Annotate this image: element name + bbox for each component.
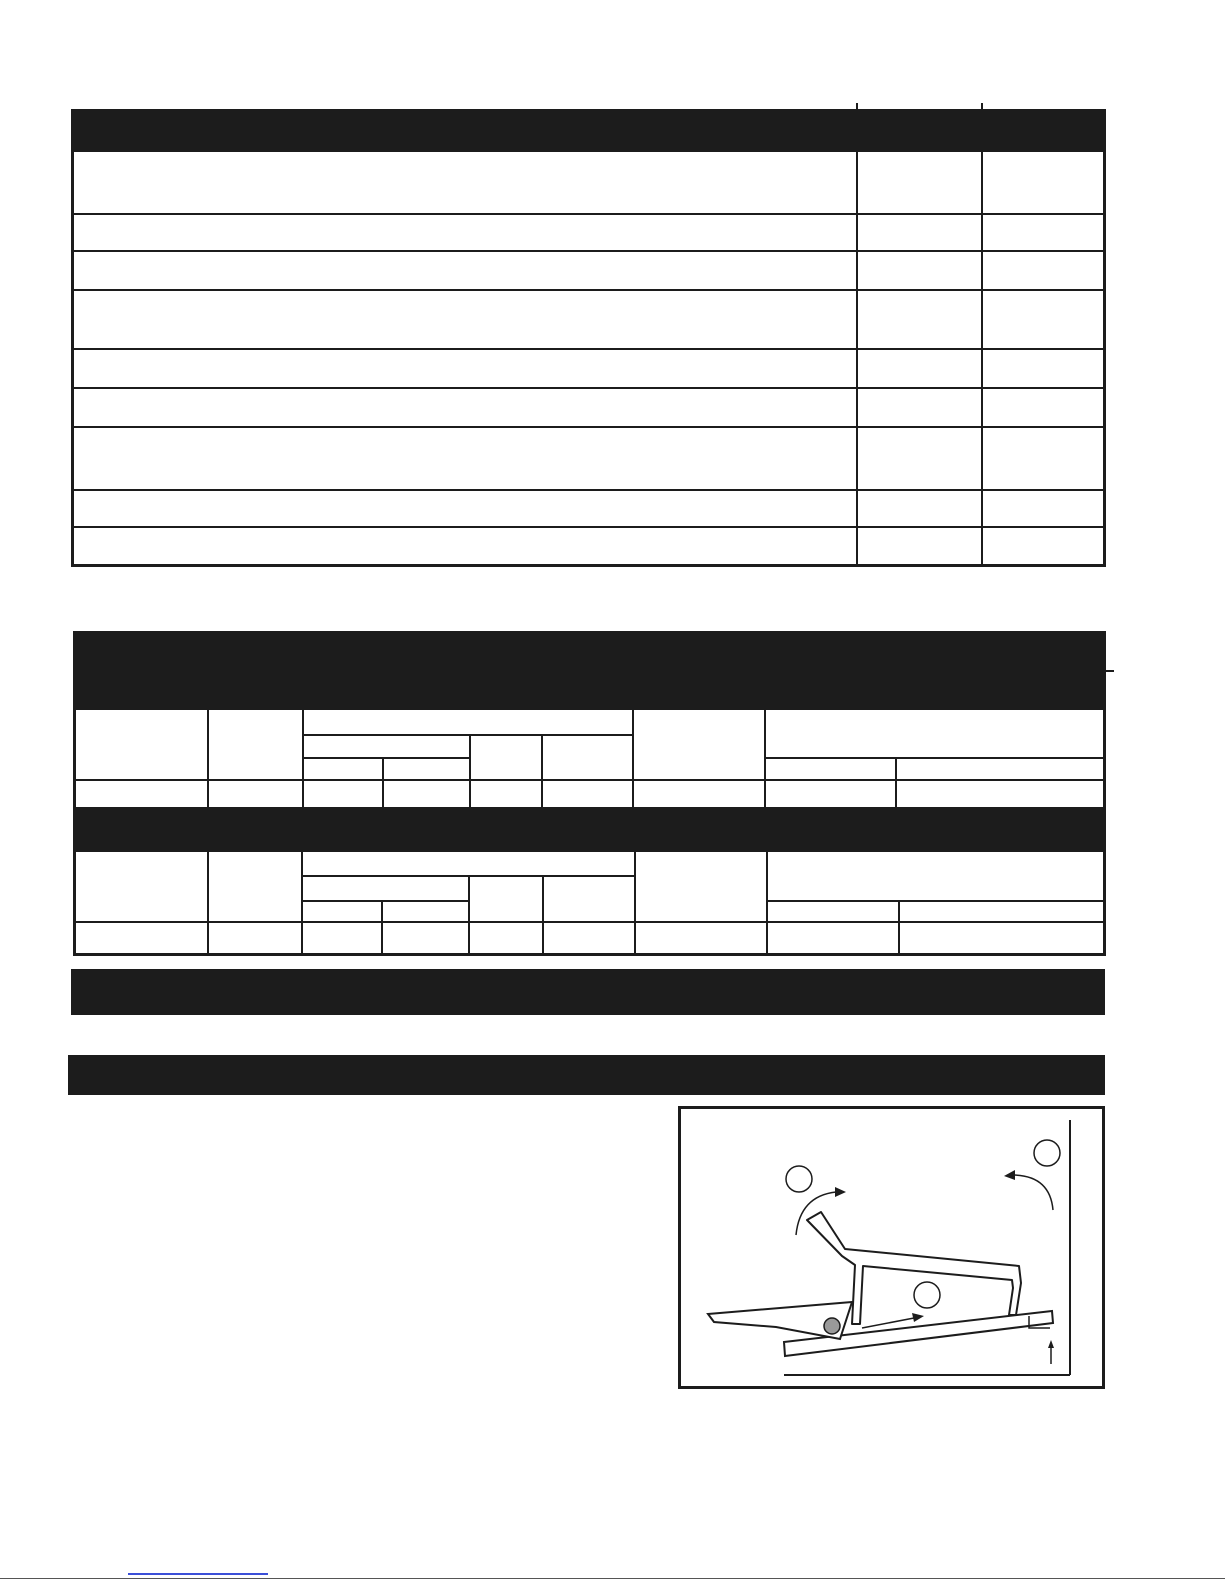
checklist-row-divider (74, 489, 1104, 491)
spec-row-divider (76, 779, 1104, 781)
callout-circle-1 (786, 1166, 812, 1192)
checklist-col-divider-2 (981, 149, 983, 565)
spec-col-divider (469, 734, 471, 808)
spec-col-divider (381, 900, 383, 953)
checklist-row-divider (74, 348, 1104, 350)
spec-col-divider (634, 852, 636, 953)
callout-circle-3 (914, 1282, 940, 1308)
footer-link[interactable] (128, 1573, 268, 1575)
spec-col-divider (541, 734, 543, 808)
checklist-row-divider (74, 213, 1104, 215)
spec-col-divider (207, 709, 209, 808)
spec-row-divider (76, 921, 1104, 923)
footer-rule (0, 1578, 1225, 1579)
spec-sub-divider (301, 900, 469, 902)
spec-sub-divider (302, 734, 633, 736)
spec-sub-divider (302, 757, 470, 759)
spec-table-2-header-bar (76, 807, 1104, 852)
spec-col-divider (895, 757, 897, 808)
spec-col-divider (468, 875, 470, 953)
spec-col-divider (632, 709, 634, 808)
checklist-row-divider (74, 426, 1104, 428)
checklist-row-divider (74, 289, 1104, 291)
section-bar-2 (68, 1055, 1105, 1095)
margin-tick (1104, 670, 1114, 672)
spec-table-1-header-bar (73, 631, 1106, 709)
spec-sub-divider (764, 757, 1104, 759)
checklist-row-divider (74, 250, 1104, 252)
checklist-header-bar (71, 109, 1106, 151)
checklist-row-divider (74, 387, 1104, 389)
spec-col-divider (898, 900, 900, 953)
spec-col-divider (542, 875, 544, 953)
checklist-body (71, 149, 1106, 567)
checklist-row-divider (74, 526, 1104, 528)
spec-sub-divider (766, 900, 1104, 902)
diagram-svg (678, 1106, 1105, 1389)
spec-col-divider (766, 852, 768, 953)
spec-col-divider (207, 852, 209, 953)
pivot-dot-icon (824, 1318, 840, 1334)
spec-col-divider (382, 757, 384, 808)
spec-col-divider (301, 852, 303, 953)
diagram-figure (678, 1106, 1105, 1389)
checklist-col-divider-1 (856, 149, 858, 565)
section-bar-1 (71, 969, 1105, 1015)
callout-circle-2 (1034, 1140, 1060, 1166)
